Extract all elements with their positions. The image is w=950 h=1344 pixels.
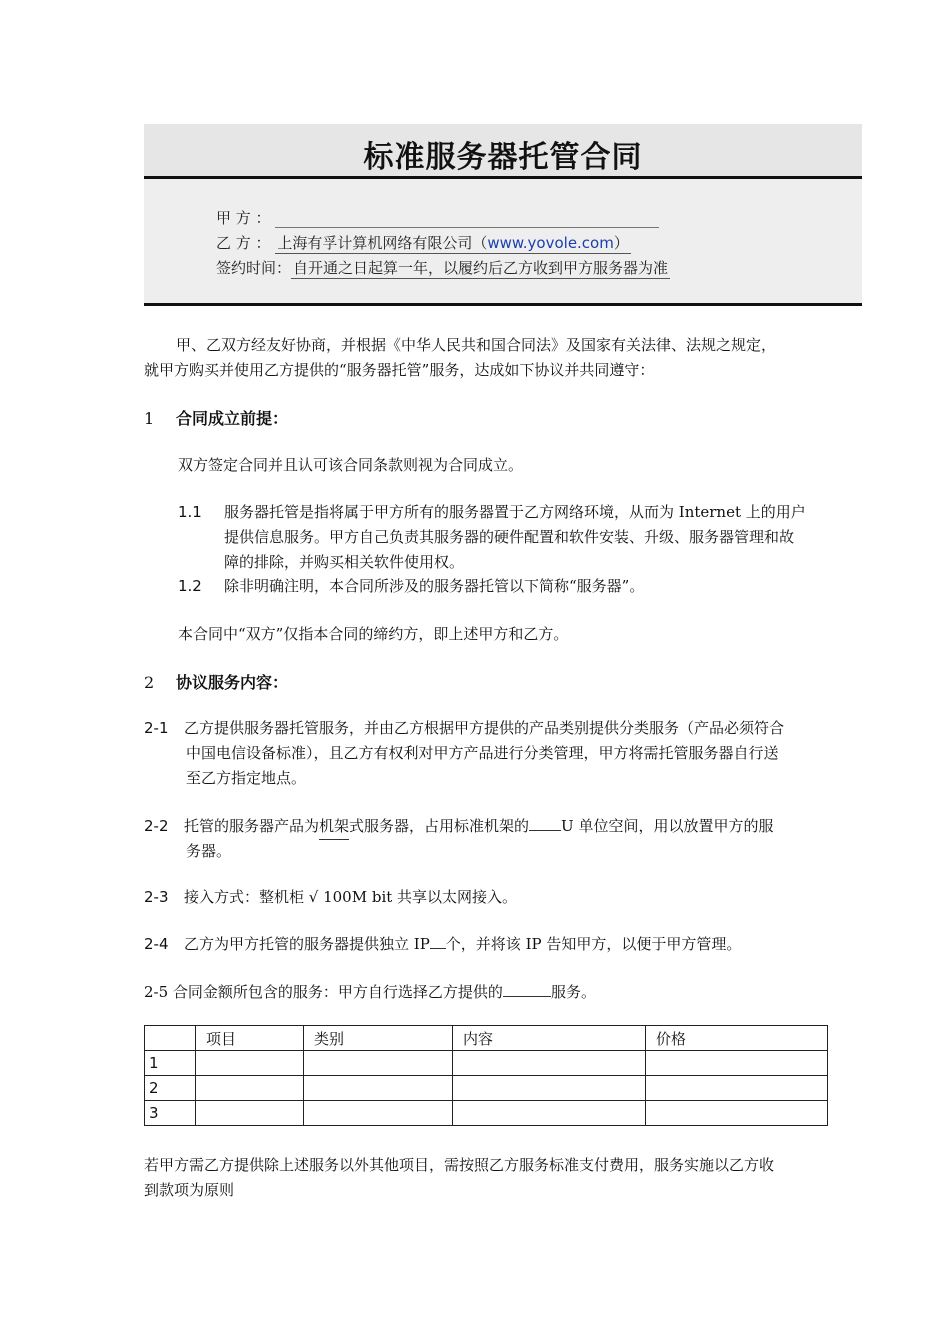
table-cell: [646, 1101, 828, 1126]
clause-2-2-mid: 式服务器，占用标准机架的: [349, 817, 530, 835]
clause-2-3-number: 2-3: [144, 888, 169, 906]
table-row: [145, 1076, 828, 1101]
table-cell: [304, 1101, 453, 1126]
table-cell: [304, 1051, 453, 1076]
table-cell: [646, 1051, 828, 1076]
party-b-value: [275, 232, 631, 254]
service-blank: [503, 982, 551, 997]
party-a-blank: [275, 213, 659, 228]
party-a-row: [216, 207, 659, 228]
intro-line-2: 就甲方购买并使用乙方提供的“服务器托管”服务，达成如下协议并共同遵守：: [144, 361, 655, 379]
table-cell: [646, 1076, 828, 1101]
table-cell: [453, 1051, 646, 1076]
ip-count-blank: [430, 934, 446, 949]
section-1-title: 合同成立前提：: [176, 409, 289, 428]
party-b-row: [216, 232, 631, 254]
table-header-cell: 内容: [453, 1026, 646, 1051]
clause-2-2-post: U 单位空间，用以放置甲方的服: [561, 817, 774, 835]
intro-line-1: 甲、乙双方经友好协商，并根据《中华人民共和国合同法》及国家有关法律、法规之规定，: [176, 336, 777, 354]
clause-2-5-pre: 2-5 合同金额所包含的服务：甲方自行选择乙方提供的: [144, 983, 503, 1001]
table-cell: [453, 1101, 646, 1126]
party-b-label: 乙 方 ：: [216, 234, 271, 252]
rack-form-field: 机架: [319, 814, 349, 840]
clause-2-5-post: 服务。: [550, 983, 596, 1001]
party-b-url: www.yovole.com: [487, 234, 614, 252]
footer-line-2: 到款项为原则: [144, 1181, 235, 1199]
table-header-cell: 项目: [196, 1026, 304, 1051]
section-2-number: 2: [144, 673, 155, 692]
clause-1-2-text: 除非明确注明，本合同所涉及的服务器托管以下简称“服务器”。: [224, 577, 645, 595]
table-cell: [196, 1101, 304, 1126]
service-table: [144, 1025, 828, 1126]
party-b-company: 上海有孚计算机网络有限公司（: [277, 234, 488, 252]
table-cell: 2: [145, 1076, 196, 1101]
table-header-cell: 类别: [304, 1026, 453, 1051]
clause-2-1-line-2: 中国电信设备标准），且乙方有权利对甲方产品进行分类管理，甲方将需托管服务器自行送: [186, 744, 779, 762]
table-header-cell: [145, 1026, 196, 1051]
table-cell: [196, 1076, 304, 1101]
section-2-title: 协议服务内容：: [176, 673, 289, 692]
table-cell: 1: [145, 1051, 196, 1076]
table-header-row: [145, 1026, 828, 1051]
clause-2-5-text: [144, 980, 596, 1005]
section-1-para-2: 本合同中“双方”仅指本合同的缔约方，即上述甲方和乙方。: [178, 625, 569, 643]
table-header-cell: 价格: [646, 1026, 828, 1051]
clause-2-2-line-2: 务器。: [186, 842, 232, 860]
clause-2-4-number: 2-4: [144, 935, 169, 953]
footer-line-1: 若甲方需乙方提供除上述服务以外其他项目，需按照乙方服务标准支付费用，服务实施以乙方收: [144, 1156, 775, 1174]
clause-1-1-line-2: 提供信息服务。甲方自己负责其服务器的硬件配置和软件安装、升级、服务器管理和故: [224, 528, 795, 546]
contract-parties-box: [144, 179, 862, 306]
clause-2-3-text: 接入方式：整机柜 √ 100M bit 共享以太网接入。: [184, 888, 518, 906]
section-1-number: 1: [144, 409, 155, 428]
table-row: [145, 1101, 828, 1126]
party-a-label: 甲 方 ：: [216, 209, 271, 227]
clause-1-1-line-3: 障的排除，并购买相关软件使用权。: [224, 553, 465, 571]
clause-1-1-line-1: 服务器托管是指将属于甲方所有的服务器置于乙方网络环境，从而为 Internet 上的用户: [224, 503, 806, 521]
table-cell: [453, 1076, 646, 1101]
clause-2-1-line-1: 乙方提供服务器托管服务，并由乙方根据甲方提供的产品类别提供分类服务（产品必须符合: [184, 719, 785, 737]
clause-2-2-line-1: [184, 814, 773, 840]
clause-2-4-text: [184, 932, 741, 957]
clause-2-1-number: 2-1: [144, 719, 169, 737]
page-title: 标准服务器托管合同: [363, 140, 643, 175]
clause-2-4-pre: 乙方为甲方托管的服务器提供独立 IP: [184, 935, 430, 953]
clause-2-2-number: 2-2: [144, 817, 169, 835]
party-b-close: ）: [613, 234, 629, 252]
clause-1-2-number: 1.2: [178, 577, 202, 595]
table-cell: [304, 1076, 453, 1101]
section-2-heading: [144, 670, 288, 693]
clause-2-4-post: 个，并将该 IP 告知甲方，以便于甲方管理。: [445, 935, 742, 953]
clause-2-1-line-3: 至乙方指定地点。: [186, 769, 307, 787]
sign-date-label: 签约时间：: [216, 259, 292, 277]
table-cell: [196, 1051, 304, 1076]
section-1-para-1: 双方签定合同并且认可该合同条款则视为合同成立。: [178, 456, 524, 474]
section-1-heading: [144, 406, 288, 429]
clause-1-1-number: 1.1: [178, 503, 202, 521]
clause-2-2-pre: 托管的服务器产品为: [184, 817, 320, 835]
sign-date-value: 自开通之日起算一年，以履约后乙方收到甲方服务器为准: [293, 259, 669, 277]
sign-date-row: [216, 257, 670, 279]
title-band: [144, 124, 862, 179]
table-row: [145, 1051, 828, 1076]
table-cell: 3: [145, 1101, 196, 1126]
rack-units-blank: [529, 816, 561, 831]
